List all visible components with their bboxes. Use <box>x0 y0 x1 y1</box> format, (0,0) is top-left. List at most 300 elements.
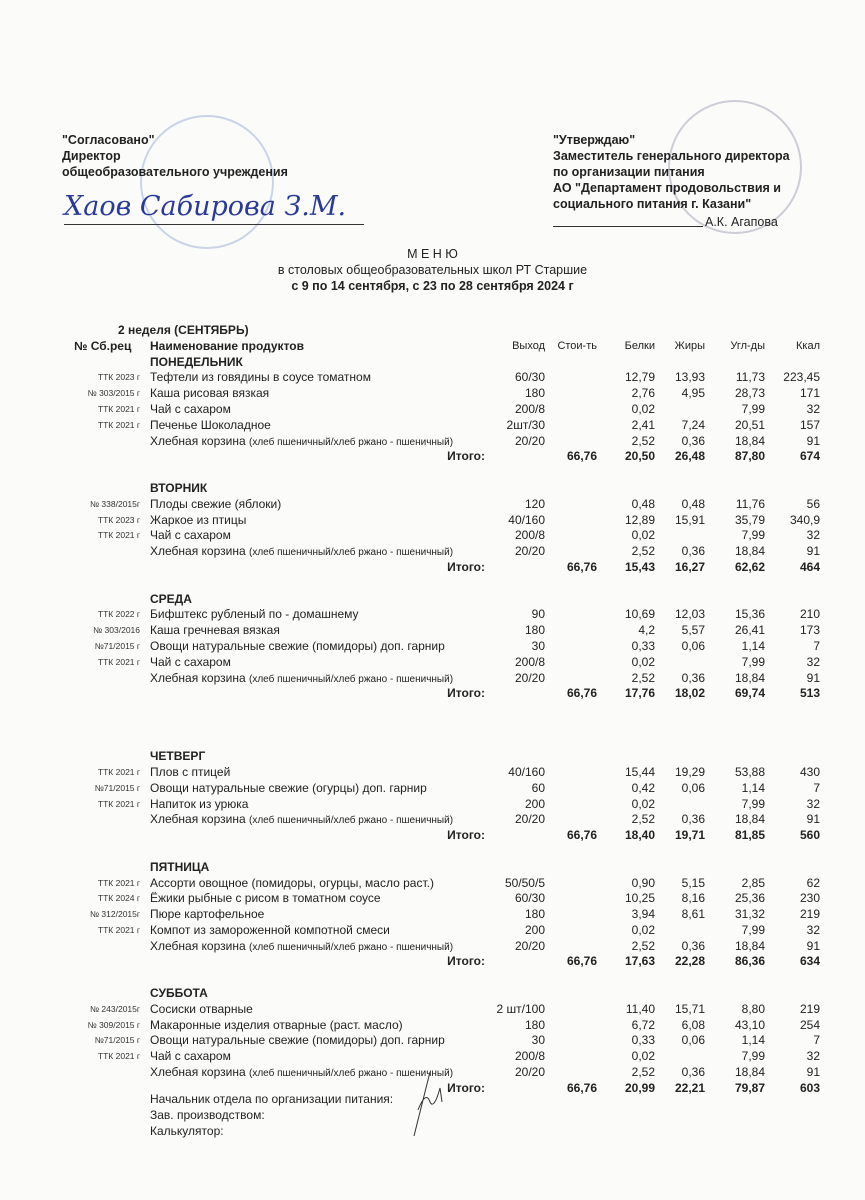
catering-label: по организации питания <box>553 165 705 179</box>
fat-value: 4,95 <box>681 386 705 401</box>
dish-name <box>150 907 264 923</box>
total-row <box>0 686 865 702</box>
footer-signatures <box>150 1091 393 1139</box>
total-protein: 20,99 <box>624 1080 655 1095</box>
recipe-code: ТТК 2023 г <box>97 372 140 383</box>
recipe-code: ТТК 2021 г <box>97 1051 140 1062</box>
day-title: ПЯТНИЦА <box>150 859 210 874</box>
dish-name <box>150 402 231 418</box>
fat-value: 8,16 <box>681 891 705 906</box>
carbs-value: 18,84 <box>734 938 765 953</box>
carbs-value: 28,73 <box>734 386 765 401</box>
protein-value: 10,25 <box>624 891 655 906</box>
table-row <box>0 528 865 544</box>
recipe-code: № 309/2015 г <box>87 1019 140 1030</box>
table-row <box>0 623 865 639</box>
table-row <box>0 386 865 402</box>
recipe-code: ТТК 2021 г <box>97 924 140 935</box>
protein-value: 2,52 <box>631 1065 655 1080</box>
table-row <box>0 607 865 623</box>
protein-value: 2,52 <box>631 812 655 827</box>
dish-name <box>150 386 269 402</box>
carbs-value: 18,84 <box>734 544 765 559</box>
carbs-value: 26,41 <box>734 623 765 638</box>
carbs-value: 11,73 <box>735 370 765 385</box>
director-signature <box>64 190 364 225</box>
kcal-value: 32 <box>806 401 820 416</box>
portion-out: 200/8 <box>514 401 545 416</box>
protein-value: 0,90 <box>631 875 655 890</box>
table-row <box>0 513 865 529</box>
portion-out: 40/160 <box>508 764 545 779</box>
week-label: 2 неделя (СЕНТЯБРЬ) <box>118 323 249 337</box>
carbs-value: 11,76 <box>735 496 765 511</box>
document-title <box>0 246 865 294</box>
recipe-code: № 312/2015г <box>89 909 140 920</box>
kcal-value: 254 <box>799 1017 820 1032</box>
total-carbs: 69,74 <box>734 686 765 701</box>
kcal-value: 32 <box>806 654 820 669</box>
fat-value: 0,36 <box>681 544 705 559</box>
protein-value: 0,02 <box>631 796 655 811</box>
table-row <box>0 1018 865 1034</box>
carbs-value: 1,14 <box>741 638 765 653</box>
table-row <box>0 891 865 907</box>
dish-name <box>150 765 230 781</box>
table-row <box>0 923 865 939</box>
col-carbs: Угл-ды <box>730 339 765 352</box>
dish-name-text: Овощи натуральные свежие (помидоры) доп. гарнир <box>150 638 445 653</box>
recipe-code: ТТК 2021 г <box>97 877 140 888</box>
portion-out: 180 <box>524 623 545 638</box>
portion-out: 60/30 <box>514 370 545 385</box>
portion-out: 200 <box>524 796 545 811</box>
dish-name-text: Жаркое из птицы <box>150 512 247 527</box>
portion-out: 30 <box>531 638 545 653</box>
dish-name-text: Напиток из урюка <box>150 796 249 811</box>
bread-note: (хлеб пшеничный/хлеб ржано - пшеничный) <box>249 547 454 559</box>
fat-value: 19,29 <box>674 764 705 779</box>
dish-name-text: Бифштекс рубленый по - домашнему <box>150 607 359 622</box>
table-row <box>0 1033 865 1049</box>
protein-value: 0,33 <box>631 638 655 653</box>
fat-value: 0,36 <box>681 812 705 827</box>
table-row <box>0 497 865 513</box>
total-carbs: 62,62 <box>734 559 765 574</box>
dish-name-text: Ассорти овощное (помидоры, огурцы, масло раст.) <box>150 875 434 890</box>
total-kcal: 464 <box>799 559 820 574</box>
table-row <box>0 939 865 955</box>
dish-name-text: Макаронные изделия отварные (раст. масло) <box>150 1017 403 1032</box>
total-carbs: 86,36 <box>734 954 765 969</box>
total-fat: 22,28 <box>674 954 705 969</box>
carbs-value: 25,36 <box>734 891 765 906</box>
protein-value: 0,02 <box>631 654 655 669</box>
recipe-code: № 243/2015г <box>89 1003 140 1014</box>
recipe-code: № 303/2015 г <box>87 388 140 399</box>
table-row <box>0 418 865 434</box>
col-out: Выход <box>512 339 545 352</box>
carbs-value: 7,99 <box>741 654 765 669</box>
dish-name <box>150 418 271 434</box>
approval-right-block <box>553 132 790 212</box>
portion-out: 20/20 <box>514 938 545 953</box>
kcal-value: 7 <box>813 638 820 653</box>
fat-value: 12,03 <box>674 607 705 622</box>
dish-name <box>150 639 445 655</box>
day-title: ЧЕТВЕРГ <box>150 749 206 764</box>
dish-name <box>150 812 453 829</box>
protein-value: 3,94 <box>631 907 655 922</box>
fat-value: 0,06 <box>681 638 705 653</box>
carbs-value: 7,99 <box>741 401 765 416</box>
kcal-value: 62 <box>806 875 820 890</box>
day-title: СРЕДА <box>150 591 192 606</box>
kcal-value: 91 <box>806 812 820 827</box>
fat-value: 15,91 <box>674 512 705 527</box>
protein-value: 0,33 <box>631 1033 655 1048</box>
portion-out: 20/20 <box>514 544 545 559</box>
total-protein: 15,43 <box>624 559 655 574</box>
kcal-value: 91 <box>806 1065 820 1080</box>
protein-value: 2,52 <box>631 544 655 559</box>
dish-name-text: Хлебная корзина <box>150 544 246 559</box>
kcal-value: 32 <box>806 796 820 811</box>
dish-name <box>150 607 359 623</box>
kcal-value: 219 <box>799 1001 820 1016</box>
protein-value: 2,76 <box>631 386 655 401</box>
total-label: Итого: <box>447 954 485 969</box>
dish-name <box>150 370 371 386</box>
carbs-value: 7,99 <box>741 796 765 811</box>
portion-out: 200 <box>524 922 545 937</box>
carbs-value: 53,88 <box>734 764 765 779</box>
total-row <box>0 828 865 844</box>
dish-name-text: Каша гречневая вязкая <box>150 623 280 638</box>
table-row <box>0 1049 865 1065</box>
total-kcal: 634 <box>799 954 820 969</box>
total-fat: 18,02 <box>674 686 705 701</box>
kcal-value: 7 <box>813 1033 820 1048</box>
carbs-value: 43,10 <box>734 1017 765 1032</box>
carbs-value: 7,99 <box>741 1049 765 1064</box>
portion-out: 180 <box>524 386 545 401</box>
dish-name-text: Чай с сахаром <box>150 401 231 416</box>
fat-value: 0,48 <box>681 496 705 511</box>
dish-name <box>150 434 453 451</box>
col-name: Наименование продуктов <box>150 338 304 353</box>
recipe-code: ТТК 2023 г <box>97 514 140 525</box>
table-row <box>0 370 865 386</box>
dish-name <box>150 623 280 639</box>
dish-name-text: Хлебная корзина <box>150 1065 246 1080</box>
col-kcal: Ккал <box>796 339 820 352</box>
dish-name-text: Плоды свежие (яблоки) <box>150 496 282 511</box>
portion-out: 50/50/5 <box>504 875 545 890</box>
dish-name <box>150 497 281 513</box>
carbs-value: 15,36 <box>734 607 765 622</box>
protein-value: 0,48 <box>631 496 655 511</box>
fat-value: 0,06 <box>681 780 705 795</box>
carbs-value: 2,85 <box>741 875 765 890</box>
protein-value: 2,52 <box>631 433 655 448</box>
total-protein: 18,40 <box>624 828 655 843</box>
total-carbs: 81,85 <box>734 828 765 843</box>
col-fat: Жиры <box>674 339 705 352</box>
menu-title: М Е Н Ю <box>407 247 458 261</box>
carbs-value: 8,80 <box>741 1001 765 1016</box>
table-header <box>0 339 865 355</box>
table-row <box>0 765 865 781</box>
total-cost: 66,76 <box>566 828 597 843</box>
kcal-value: 32 <box>806 1049 820 1064</box>
protein-value: 15,44 <box>624 764 655 779</box>
signature-text: Хаов Сабирова З.М. <box>64 191 347 222</box>
col-code: № Сб.рец <box>74 338 132 353</box>
dish-name-text: Чай с сахаром <box>150 1049 231 1064</box>
portion-out: 60/30 <box>514 891 545 906</box>
fat-value: 8,61 <box>681 907 705 922</box>
total-cost: 66,76 <box>566 686 597 701</box>
fat-value: 5,15 <box>681 875 705 890</box>
dish-name <box>150 1018 403 1034</box>
table-row <box>0 639 865 655</box>
portion-out: 200/8 <box>514 528 545 543</box>
dish-name-text: Хлебная корзина <box>150 433 246 448</box>
signer-name: А.К. Агапова <box>705 215 778 229</box>
total-row <box>0 560 865 576</box>
total-carbs: 87,80 <box>734 449 765 464</box>
dish-name-text: Тефтели из говядины в соусе томатном <box>150 370 371 385</box>
dish-name <box>150 939 453 956</box>
kcal-value: 91 <box>806 433 820 448</box>
kcal-value: 219 <box>799 907 820 922</box>
protein-value: 10,69 <box>624 607 655 622</box>
fat-value: 0,36 <box>681 670 705 685</box>
kcal-value: 32 <box>806 922 820 937</box>
kcal-value: 173 <box>799 623 820 638</box>
kcal-value: 430 <box>799 764 820 779</box>
dish-name-text: Хлебная корзина <box>150 938 246 953</box>
kcal-value: 340,9 <box>789 512 820 527</box>
menu-subtitle: в столовых общеобразовательных школ РТ Старшие <box>277 263 588 277</box>
kcal-value: 91 <box>806 938 820 953</box>
recipe-code: №71/2015 г <box>94 782 140 793</box>
dish-name <box>150 528 231 544</box>
menu-dates: с 9 по 14 сентября, с 23 по 28 сентября 2024 г <box>291 279 574 293</box>
protein-value: 2,52 <box>631 938 655 953</box>
total-kcal: 560 <box>799 828 820 843</box>
table-row <box>0 655 865 671</box>
recipe-code: ТТК 2022 г <box>97 609 140 620</box>
kcal-value: 91 <box>806 670 820 685</box>
col-protein: Белки <box>624 339 655 352</box>
protein-value: 2,41 <box>631 417 655 432</box>
company-label: АО "Департамент продовольствия и <box>553 181 781 195</box>
dish-name-text: Ёжики рыбные с рисом в томатном соусе <box>150 891 381 906</box>
dish-name <box>150 671 453 688</box>
table-row <box>0 781 865 797</box>
kcal-value: 157 <box>799 417 820 432</box>
dish-name-text: Овощи натуральные свежие (огурцы) доп. гарнир <box>150 780 427 795</box>
recipe-code: ТТК 2021 г <box>97 798 140 809</box>
total-kcal: 603 <box>799 1080 820 1095</box>
bread-note: (хлеб пшеничный/хлеб ржано - пшеничный) <box>249 815 454 827</box>
bread-note: (хлеб пшеничный/хлеб ржано - пшеничный) <box>249 941 454 953</box>
dish-name <box>150 544 453 561</box>
carbs-value: 18,84 <box>734 1065 765 1080</box>
dish-name-text: Пюре картофельное <box>150 907 265 922</box>
kcal-value: 56 <box>806 496 820 511</box>
portion-out: 30 <box>531 1033 545 1048</box>
carbs-value: 1,14 <box>741 780 765 795</box>
total-kcal: 674 <box>799 449 820 464</box>
total-row <box>0 954 865 970</box>
table-row <box>0 1002 865 1018</box>
total-label: Итого: <box>447 828 485 843</box>
fat-value: 0,06 <box>681 1033 705 1048</box>
carbs-value: 7,99 <box>741 528 765 543</box>
portion-out: 200/8 <box>514 654 545 669</box>
day-section <box>0 355 865 466</box>
dish-name <box>150 1033 445 1049</box>
fat-value: 15,71 <box>674 1001 705 1016</box>
kcal-value: 7 <box>813 780 820 795</box>
dish-name-text: Чай с сахаром <box>150 528 231 543</box>
dish-name-text: Каша рисовая вязкая <box>150 386 270 401</box>
footer-head: Начальник отдела по организации питания: <box>150 1092 394 1106</box>
dish-name <box>150 655 231 671</box>
recipe-code: ТТК 2021 г <box>97 419 140 430</box>
recipe-code: ТТК 2024 г <box>97 893 140 904</box>
day-title: ПОНЕДЕЛЬНИК <box>150 354 243 369</box>
recipe-code: ТТК 2021 г <box>97 766 140 777</box>
fat-value: 0,36 <box>681 1065 705 1080</box>
approval-left-block <box>62 132 288 180</box>
total-row <box>0 449 865 465</box>
recipe-code: ТТК 2021 г <box>97 530 140 541</box>
total-cost: 66,76 <box>566 559 597 574</box>
footer-signature <box>400 1070 460 1140</box>
portion-out: 60 <box>531 780 545 795</box>
dish-name <box>150 781 427 797</box>
dish-name-text: Сосиски отварные <box>150 1001 253 1016</box>
portion-out: 20/20 <box>514 812 545 827</box>
protein-value: 4,2 <box>638 623 655 638</box>
protein-value: 2,52 <box>631 670 655 685</box>
dish-name <box>150 876 434 892</box>
carbs-value: 1,14 <box>741 1033 765 1048</box>
carbs-value: 18,84 <box>734 433 765 448</box>
portion-out: 200/8 <box>514 1049 545 1064</box>
protein-value: 6,72 <box>631 1017 655 1032</box>
dish-name-text: Печенье Шоколадное <box>150 417 271 432</box>
protein-value: 0,02 <box>631 922 655 937</box>
dish-name <box>150 923 390 939</box>
fat-value: 0,36 <box>681 433 705 448</box>
kcal-value: 223,45 <box>783 370 820 385</box>
director-label: Директор <box>62 149 121 163</box>
protein-value: 11,40 <box>625 1001 655 1016</box>
portion-out: 180 <box>524 907 545 922</box>
company-label-2: социального питания г. Казани" <box>553 197 752 211</box>
bread-note: (хлеб пшеничный/хлеб ржано - пшеничный) <box>249 436 454 448</box>
institution-label: общеобразовательного учреждения <box>62 165 288 179</box>
bread-note: (хлеб пшеничный/хлеб ржано - пшеничный) <box>249 1068 454 1080</box>
dish-name-text: Хлебная корзина <box>150 812 246 827</box>
dish-name <box>150 1002 253 1018</box>
table-row <box>0 434 865 450</box>
protein-value: 0,02 <box>631 528 655 543</box>
dish-name <box>150 1049 231 1065</box>
kcal-value: 210 <box>799 607 820 622</box>
protein-value: 0,42 <box>631 780 655 795</box>
day-section <box>0 749 865 844</box>
total-label: Итого: <box>447 1080 485 1095</box>
portion-out: 120 <box>524 496 545 511</box>
carbs-value: 35,79 <box>734 512 765 527</box>
col-cost: Стои-ть <box>557 339 597 352</box>
total-fat: 26,48 <box>674 449 705 464</box>
fat-value: 6,08 <box>681 1017 705 1032</box>
kcal-value: 32 <box>806 528 820 543</box>
portion-out: 20/20 <box>514 670 545 685</box>
day-section <box>0 860 865 971</box>
total-fat: 22,21 <box>674 1080 705 1095</box>
bread-note: (хлеб пшеничный/хлеб ржано - пшеничный) <box>249 673 454 685</box>
protein-value: 0,02 <box>631 401 655 416</box>
fat-value: 7,24 <box>681 417 705 432</box>
fat-value: 5,57 <box>681 623 705 638</box>
carbs-value: 7,99 <box>741 922 765 937</box>
total-label: Итого: <box>447 559 485 574</box>
protein-value: 0,02 <box>631 1049 655 1064</box>
dish-name-text: Хлебная корзина <box>150 670 246 685</box>
portion-out: 2 шт/100 <box>496 1001 545 1016</box>
dish-name-text: Чай с сахаром <box>150 654 231 669</box>
recipe-code: ТТК 2021 г <box>97 656 140 667</box>
portion-out: 90 <box>531 607 545 622</box>
table-row <box>0 907 865 923</box>
portion-out: 40/160 <box>508 512 545 527</box>
carbs-value: 31,32 <box>734 907 765 922</box>
table-row <box>0 671 865 687</box>
total-kcal: 513 <box>799 686 820 701</box>
total-fat: 16,27 <box>674 559 705 574</box>
protein-value: 12,79 <box>624 370 655 385</box>
table-row <box>0 797 865 813</box>
total-cost: 66,76 <box>566 449 597 464</box>
total-protein: 17,63 <box>624 954 655 969</box>
carbs-value: 18,84 <box>734 670 765 685</box>
recipe-code: ТТК 2021 г <box>97 403 140 414</box>
total-protein: 17,76 <box>624 686 655 701</box>
total-cost: 66,76 <box>566 1080 597 1095</box>
total-fat: 19,71 <box>674 828 705 843</box>
dish-name-text: Компот из замороженной компотной смеси <box>150 922 390 937</box>
kcal-value: 91 <box>806 544 820 559</box>
portion-out: 2шт/30 <box>506 417 545 432</box>
dish-name-text: Овощи натуральные свежие (помидоры) доп. гарнир <box>150 1033 445 1048</box>
total-cost: 66,76 <box>566 954 597 969</box>
table-row <box>0 812 865 828</box>
deputy-signature-line <box>553 212 703 227</box>
dish-name-text: Плов с птицей <box>150 764 231 779</box>
carbs-value: 18,84 <box>734 812 765 827</box>
agreed-label: "Согласовано" <box>62 133 155 147</box>
recipe-code: № 338/2015г <box>89 498 140 509</box>
table-row <box>0 402 865 418</box>
